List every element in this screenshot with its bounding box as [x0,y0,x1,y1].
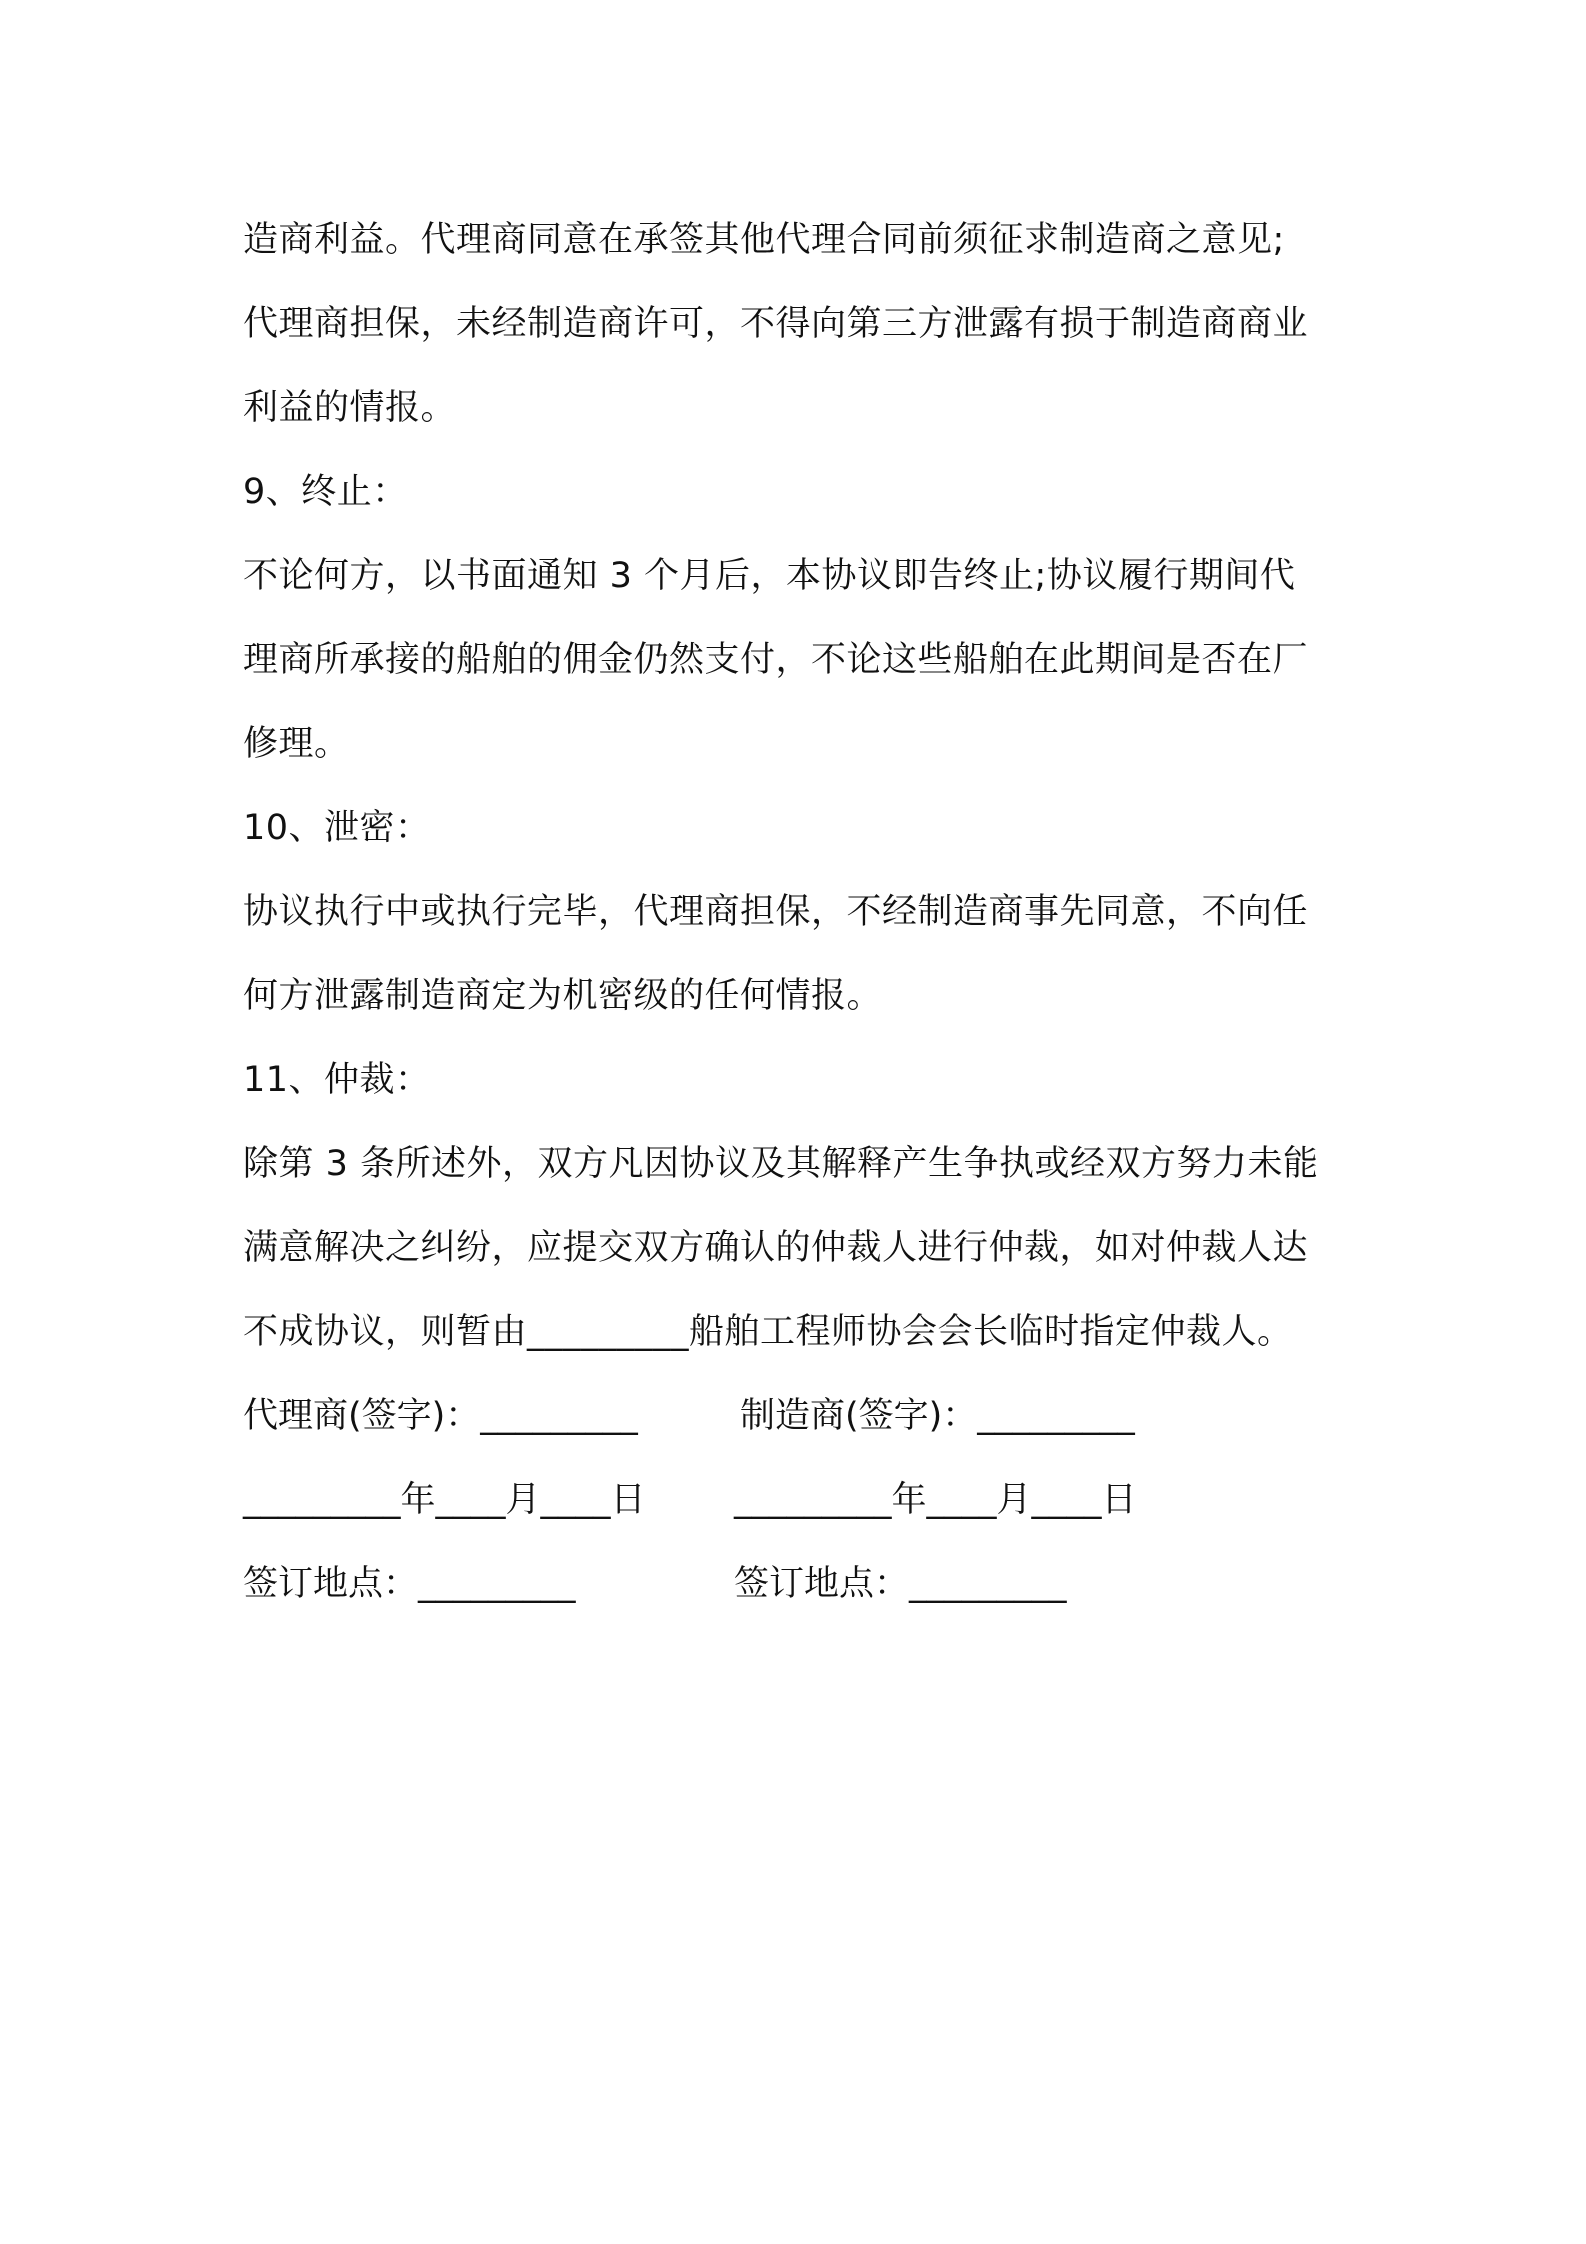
date-row [243,1458,1353,1542]
maker-signature-field: 制造商(签字)：_________ [740,1396,1135,1436]
place-row [243,1542,1353,1626]
agent-signature-field: 代理商(签字)：_________ [243,1396,638,1436]
clause-11-heading: 11、仲裁： [243,1060,431,1100]
clause-10-line-1: 协议执行中或执行完毕，代理商担保，不经制造商事先同意，不向任 [243,892,1309,932]
agent-place-field: 签订地点：_________ [243,1564,576,1604]
clause-9-line-2: 理商所承接的船舶的佣金仍然支付，不论这些船舶在此期间是否在厂 [243,640,1309,680]
clause-11-line-1: 除第 3 条所述外，双方凡因协议及其解释产生争执或经双方努力未能 [243,1144,1319,1184]
clause-8-line-3: 利益的情报。 [243,388,457,428]
clause-8-line-2: 代理商担保，未经制造商许可，不得向第三方泄露有损于制造商商业 [243,304,1309,344]
signature-row [243,1374,1353,1458]
clause-9-line-3: 修理。 [243,724,350,764]
maker-place-field: 签订地点：_________ [734,1564,1067,1604]
clause-10-line-2: 何方泄露制造商定为机密级的任何情报。 [243,976,883,1016]
maker-date-field: _________年____月____日 [734,1480,1137,1520]
clause-8-line-1: 造商利益。代理商同意在承签其他代理合同前须征求制造商之意见; [243,220,1285,260]
clause-11-line-3: 不成协议，则暂由_________船舶工程师协会会长临时指定仲裁人。 [243,1312,1293,1352]
clause-10-heading: 10、泄密： [243,808,431,848]
agent-date-field: _________年____月____日 [243,1480,646,1520]
clause-9-heading: 9、终止： [243,472,408,512]
document-body [243,198,1353,1626]
clause-11-line-2: 满意解决之纠纷，应提交双方确认的仲裁人进行仲裁，如对仲裁人达 [243,1228,1309,1268]
clause-9-line-1: 不论何方，以书面通知 3 个月后，本协议即告终止;协议履行期间代 [243,556,1296,596]
